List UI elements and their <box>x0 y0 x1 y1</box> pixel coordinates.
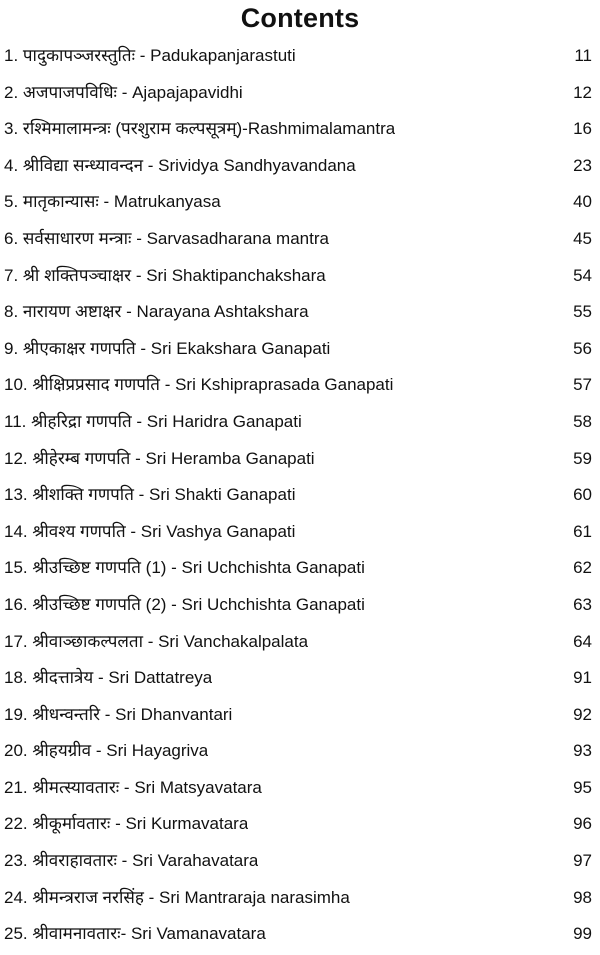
toc-entry-page-number: 55 <box>573 302 592 322</box>
toc-entry <box>0 75 600 112</box>
toc-entry-page-number: 59 <box>573 448 592 468</box>
toc-entry <box>0 441 600 478</box>
toc-entry-title: 12. श्रीहेरम्ब गणपति - Sri Heramba Ganapati <box>4 448 315 468</box>
toc-entry-page-number: 12 <box>573 82 592 102</box>
toc-entry <box>0 550 600 587</box>
toc-entry <box>0 733 600 770</box>
toc-entry-title: 2. अजपाजपविधिः - Ajapajapavidhi <box>4 82 243 102</box>
toc-entry-page-number: 97 <box>573 851 592 871</box>
toc-entry-title: 25. श्रीवामनावतारः- Sri Vamanavatara <box>4 924 266 944</box>
toc-entry <box>0 843 600 880</box>
toc-entry-title: 21. श्रीमत्स्यावतारः - Sri Matsyavatara <box>4 777 262 797</box>
toc-entry-title: 15. श्रीउच्छिष्ट गणपति (1) - Sri Uchchishta Ganapati <box>4 558 365 578</box>
toc-entry <box>0 111 600 148</box>
toc-entry <box>0 697 600 734</box>
toc-entry-title: 13. श्रीशक्ति गणपति - Sri Shakti Ganapati <box>4 485 296 505</box>
toc-entry <box>0 624 600 661</box>
toc-entry-title: 24. श्रीमन्त्रराज नरसिंह - Sri Mantraraja narasimha <box>4 887 350 907</box>
toc-entry-page-number: 96 <box>573 814 592 834</box>
table-of-contents <box>0 38 600 953</box>
toc-entry-page-number: 11 <box>574 46 592 65</box>
toc-entry-page-number: 40 <box>573 192 592 212</box>
toc-entry-title: 8. नारायण अष्टाक्षर - Narayana Ashtakshara <box>4 302 309 322</box>
toc-entry <box>0 587 600 624</box>
toc-entry-page-number: 57 <box>573 375 592 395</box>
toc-entry-page-number: 99 <box>573 924 592 944</box>
toc-entry-title: 9. श्रीएकाक्षर गणपति - Sri Ekakshara Ganapati <box>4 338 331 358</box>
toc-entry <box>0 148 600 185</box>
toc-entry-page-number: 63 <box>573 594 592 614</box>
toc-entry <box>0 331 600 368</box>
toc-entry-page-number: 60 <box>573 485 592 505</box>
toc-entry-page-number: 64 <box>573 631 592 651</box>
toc-entry-page-number: 16 <box>573 119 592 139</box>
toc-entry <box>0 806 600 843</box>
toc-entry-page-number: 91 <box>573 668 592 688</box>
toc-entry-page-number: 45 <box>573 228 592 248</box>
toc-entry-page-number: 95 <box>573 777 592 797</box>
toc-entry-title: 18. श्रीदत्तात्रेय - Sri Dattatreya <box>4 668 213 688</box>
toc-entry-title: 5. मातृकान्यासः - Matrukanyasa <box>4 192 221 212</box>
toc-entry-page-number: 54 <box>573 265 592 285</box>
toc-entry-page-number: 56 <box>573 338 592 358</box>
toc-entry <box>0 660 600 697</box>
page-title: Contents <box>240 3 360 33</box>
toc-entry-page-number: 92 <box>573 704 592 724</box>
toc-entry-title: 10. श्रीक्षिप्रप्रसाद गणपति - Sri Kshipraprasada Ganapati <box>4 375 394 395</box>
toc-entry-title: 14. श्रीवश्य गणपति - Sri Vashya Ganapati <box>4 521 296 541</box>
toc-entry <box>0 916 600 953</box>
toc-entry-page-number: 62 <box>573 558 592 578</box>
toc-entry <box>0 184 600 221</box>
toc-entry <box>0 258 600 295</box>
toc-entry <box>0 38 600 75</box>
toc-entry-page-number: 61 <box>573 521 592 541</box>
toc-entry <box>0 367 600 404</box>
toc-entry-title: 7. श्री शक्तिपञ्चाक्षर - Sri Shaktipanchakshara <box>4 265 326 285</box>
toc-entry <box>0 221 600 258</box>
toc-entry <box>0 477 600 514</box>
toc-entry-title: 3. रश्मिमालामन्त्रः (परशुराम कल्पसूत्रम्)-Rashmimalamantra <box>4 119 396 139</box>
toc-entry-title: 17. श्रीवाञ्छाकल्पलता - Sri Vanchakalpalata <box>4 631 309 651</box>
toc-entry <box>0 770 600 807</box>
toc-entry-page-number: 58 <box>573 411 592 431</box>
toc-entry-page-number: 93 <box>573 741 592 761</box>
toc-entry-title: 6. सर्वसाधारण मन्त्राः - Sarvasadharana mantra <box>4 228 329 248</box>
toc-entry-title: 22. श्रीकूर्मावतारः - Sri Kurmavatara <box>4 814 249 834</box>
toc-entry-title: 16. श्रीउच्छिष्ट गणपति (2) - Sri Uchchishta Ganapati <box>4 594 365 614</box>
toc-entry-title: 23. श्रीवराहावतारः - Sri Varahavatara <box>4 851 259 871</box>
toc-entry <box>0 404 600 441</box>
toc-entry-page-number: 98 <box>573 887 592 907</box>
toc-entry-title: 20. श्रीहयग्रीव - Sri Hayagriva <box>4 741 209 761</box>
toc-entry-title: 4. श्रीविद्या सन्ध्यावन्दन - Srividya Sandhyavandana <box>4 155 356 175</box>
toc-entry <box>0 294 600 331</box>
toc-entry <box>0 880 600 917</box>
toc-entry-page-number: 23 <box>573 155 592 175</box>
toc-entry <box>0 514 600 551</box>
toc-entry-title: 11. श्रीहरिद्रा गणपति - Sri Haridra Ganapati <box>4 411 302 431</box>
toc-entry-title: 19. श्रीधन्वन्तरि - Sri Dhanvantari <box>4 704 233 724</box>
toc-entry-title: 1. पादुकापञ्जरस्तुतिः - Padukapanjarastuti <box>4 46 296 65</box>
